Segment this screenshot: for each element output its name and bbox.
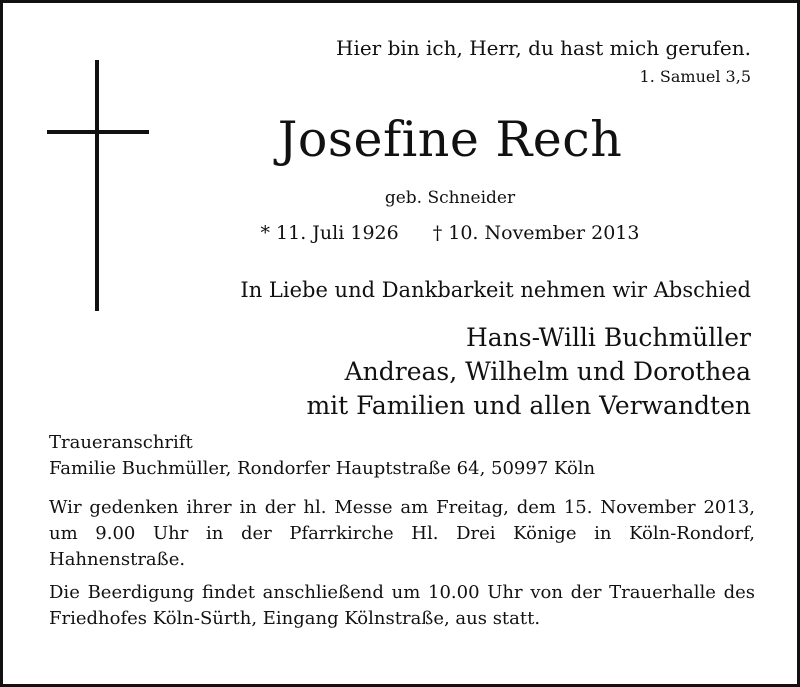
life-dates xyxy=(3,222,797,244)
farewell-line: In Liebe und Dankbarkeit nehmen wir Abschied xyxy=(240,278,751,302)
mourner-line: Hans-Willi Buchmüller xyxy=(465,323,751,352)
birth-name: geb. Schneider xyxy=(384,188,516,208)
mass-notice: Wir gedenken ihrer in der hl. Messe am Freitag, dem 15. November 2013, um 9.00 Uhr in der Pfarrkirche Hl. Drei Könige in Köln-Rondorf, Hahnenstraße. xyxy=(49,497,755,570)
mourning-address-label: Traueranschrift xyxy=(49,432,193,453)
mourner-line: mit Familien und allen Verwandten xyxy=(306,391,751,420)
motto-source: 1. Samuel 3,5 xyxy=(639,67,751,86)
mourner-line: Andreas, Wilhelm und Dorothea xyxy=(344,357,751,386)
burial-notice: Die Beerdigung findet anschließend um 10.00 Uhr von der Trauerhalle des Friedhofes Köln-Sürth, Eingang Kölnstraße, aus statt. xyxy=(49,582,755,629)
birth-date: * 11. Juli 1926 xyxy=(260,222,399,244)
mourners-list xyxy=(306,321,751,423)
deceased-name: Josefine Rech xyxy=(277,111,623,168)
motto-quote: Hier bin ich, Herr, du hast mich gerufen. xyxy=(336,36,751,60)
cross-icon xyxy=(95,60,99,311)
death-date: † 10. November 2013 xyxy=(432,222,640,244)
mourning-address: Familie Buchmüller, Rondorfer Hauptstraße 64, 50997 Köln xyxy=(49,458,596,479)
